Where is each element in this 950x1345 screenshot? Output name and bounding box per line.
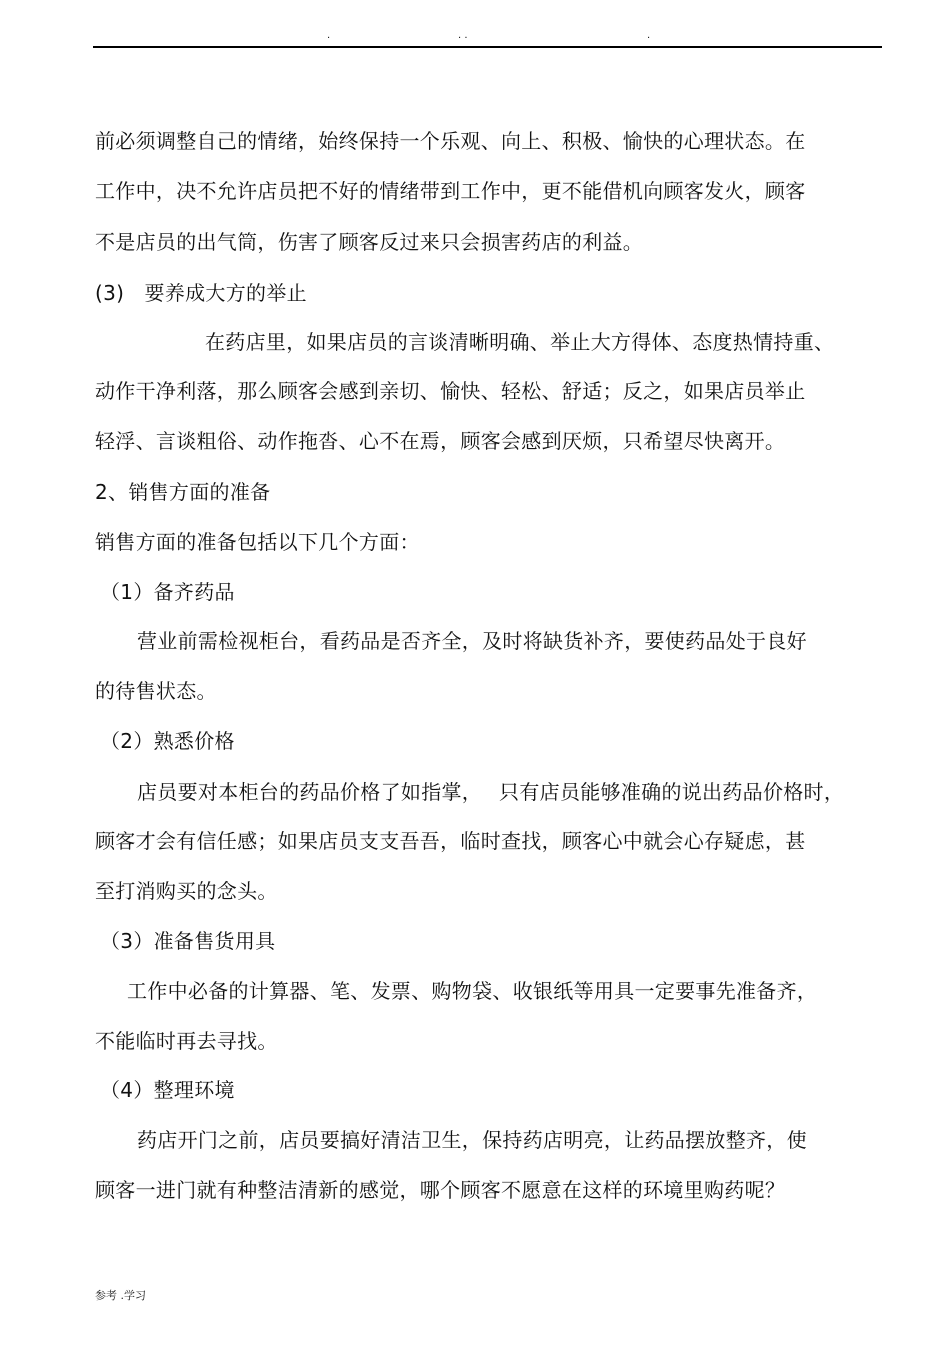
paragraph-line: 轻浮、言谈粗俗、动作拖沓、心不在焉，顾客会感到厌烦，只希望尽快离开。 bbox=[95, 429, 786, 453]
paragraph-line: 顾客一进门就有种整洁清新的感觉，哪个顾客不愿意在这样的环境里购药呢？ bbox=[95, 1178, 786, 1202]
header-dot: . bbox=[327, 30, 331, 41]
paragraph-line: 工作中，决不允许店员把不好的情绪带到工作中，更不能借机向顾客发火，顾客 bbox=[95, 179, 806, 203]
sub-heading: （2）熟悉价格 bbox=[100, 729, 235, 753]
paragraph-line: 顾客才会有信任感；如果店员支支吾吾，临时查找，顾客心中就会心存疑虑，甚 bbox=[95, 829, 806, 853]
paragraph-line: 店员要对本柜台的药品价格了如指掌， 只有店员能够准确的说出药品价格时， bbox=[137, 780, 845, 804]
paragraph-line: 工作中必备的计算器、笔、发票、购物袋、收银纸等用具一定要事先准备齐， bbox=[127, 979, 818, 1003]
sub-heading: （3）准备售货用具 bbox=[100, 929, 276, 953]
header-dot: . bbox=[647, 30, 651, 41]
header-dots bbox=[0, 30, 950, 42]
paragraph-line: 销售方面的准备包括以下几个方面： bbox=[95, 530, 420, 554]
section-heading: 2、销售方面的准备 bbox=[95, 480, 271, 504]
paragraph-line: 不能临时再去寻找。 bbox=[95, 1029, 278, 1053]
paragraph-line: 药店开门之前，店员要搞好清洁卫生，保持药店明亮，让药品摆放整齐，使 bbox=[137, 1128, 807, 1152]
section-heading: (3) 要养成大方的举止 bbox=[95, 281, 307, 305]
sub-heading: （4）整理环境 bbox=[100, 1078, 235, 1102]
paragraph-line: 至打消购买的念头。 bbox=[95, 879, 278, 903]
paragraph-line: 前必须调整自己的情绪，始终保持一个乐观、向上、积极、愉快的心理状态。在 bbox=[95, 129, 806, 153]
paragraph-line: 营业前需检视柜台，看药品是否齐全，及时将缺货补齐，要使药品处于良好 bbox=[137, 629, 807, 653]
paragraph-line: 不是店员的出气筒，伤害了顾客反过来只会损害药店的利益。 bbox=[95, 230, 644, 254]
header-rule bbox=[93, 46, 882, 48]
header-dot: . . bbox=[458, 30, 468, 41]
paragraph-line: 的待售状态。 bbox=[95, 679, 217, 703]
paragraph-line: 动作干净利落，那么顾客会感到亲切、愉快、轻松、舒适；反之，如果店员举止 bbox=[95, 379, 806, 403]
sub-heading: （1）备齐药品 bbox=[100, 580, 235, 604]
footer-note: 参考 .学习 bbox=[95, 1289, 146, 1302]
paragraph-line: 在药店里，如果店员的言谈清晰明确、举止大方得体、态度热情持重、 bbox=[205, 330, 835, 354]
